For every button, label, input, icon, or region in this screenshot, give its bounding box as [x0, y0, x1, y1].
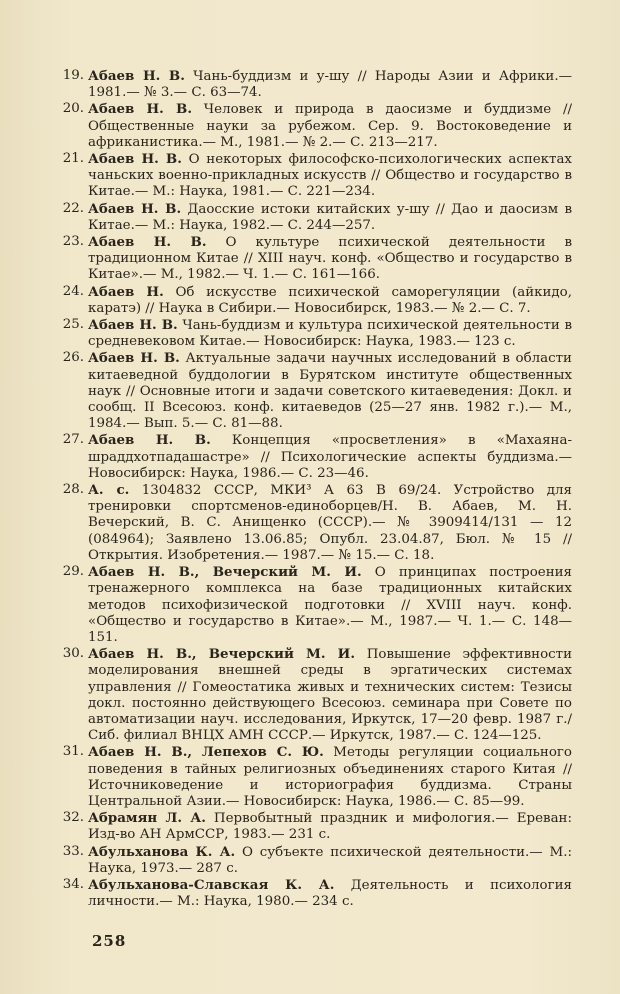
entry-author: Абаев Н. В. [88, 350, 180, 367]
entry-number: 25. [62, 317, 84, 333]
entry-author: Абаев Н. В. [88, 68, 185, 84]
bibliography-entry [62, 876, 572, 910]
entry-text: 1304832 СССР, МКИ³ А 63 В 69/24. Устройство для тренировки спортсменов-единоборцев/Н. В. Абаев, М. Н. Вечерский, В. С. Анищенко (СССР).— № 3909414/131 — 12 (084964); Заявлено 13.06.85; Опубл. 23.04.87, Бюл. № 15 // Открытия. Изобретения.— 1987.— № 15.— С. 18. [88, 483, 573, 563]
bibliography-entry [62, 101, 572, 151]
page-number: 258 [92, 932, 127, 950]
bibliography-entry [62, 810, 572, 843]
entry-text: О субъекте психической деятельности.— М.: Наука, 1973.— 287 с. [88, 844, 572, 876]
bibliography-entry [62, 564, 572, 646]
bibliography-entry [62, 744, 572, 810]
entry-author: Абаев Н. В. [88, 101, 193, 118]
entry-number: 24. [62, 283, 84, 299]
bibliography-list [62, 68, 573, 910]
entry-author: А. с. [88, 482, 130, 499]
entry-text: Повышение эффективности моделирования внешней среды в эргатических системах управления // Гомеостатика живых и технических систем: Тезисы докл. постоянно действующего Всесоюз. семинара при Совете по автоматизации науч. исследования, Иркутск, 17—20 февр. 1987 г./Сиб. филиал ВНЦХ АМН СССР.— Иркутск, 1987.— С. 124—125. [88, 647, 572, 744]
bibliography-entry [62, 843, 572, 877]
entry-text: Методы регуляции социального поведения в тайных религиозных объединениях старого Китая // Источниковедение и историография буддизма. Страны Центральной Азии.— Новосибирск: Наука, 1986.— С. 85—99. [88, 745, 572, 809]
entry-text: Человек и природа в даосизме и буддизме // Общественные науки за рубежом. Сер. 9. Востоковедение и африканистика.— М., 1981.— № 2.— С. 213—217. [88, 102, 572, 150]
bibliography-entry [62, 151, 572, 201]
entry-text: Деятельность и психология личности.— М.: Наука, 1980.— 234 с. [88, 877, 572, 910]
entry-text: Концепция «просветления» в «Махаяна-шраддхотпадашастре» // Психологические аспекты буддизма.— Новосибирск: Наука, 1986.— С. 23—46. [88, 433, 572, 481]
entry-number: 23. [62, 234, 84, 250]
entry-text: Даосские истоки китайских у-шу // Дао и даосизм в Китае.— М.: Наука, 1982.— С. 244—257. [88, 201, 572, 233]
entry-author: Абаев Н. В. [88, 200, 182, 217]
entry-author: Абаев Н. В. [88, 432, 211, 449]
entry-text: Чань-буддизм и культура психической деятельности в средневековом Китае.— Новосибирск: Наука, 1983.— 123 с. [88, 318, 572, 350]
entry-text: О культуре психической деятельности в традиционном Китае // XIII науч. конф. «Общество и государство в Китае».— М., 1982.— Ч. 1.— С. 161—166. [88, 235, 572, 283]
entry-number: 34. [62, 876, 84, 892]
entry-number: 29. [62, 564, 84, 580]
entry-number: 32. [62, 810, 84, 826]
entry-number: 26. [62, 350, 84, 366]
entry-author: Абаев Н. В. [88, 151, 182, 168]
entry-text: О принципах построения тренажерного комплекса на базе традиционных китайских методов психофизической подготовки // XVIII науч. конф. «Общество и государство в Китае».— М., 1987.— Ч. 1.— С. 148—151. [88, 565, 572, 645]
entry-number: 31. [62, 744, 84, 760]
entry-text: Актуальные задачи научных исследований в области китаеведной буддологии в Бурятском институте общественных наук // Основные итоги и задачи советского китаеведения: Докл. и сообщ. II Всесоюз. конф. китаеведов (25—27 янв. 1982 г.).— М., 1984.— Вып. 5.— С. 81—88. [88, 351, 572, 432]
entry-number: 33. [62, 843, 84, 859]
entry-number: 19. [62, 68, 84, 83]
bibliography-entry [62, 234, 572, 284]
entry-number: 30. [62, 646, 84, 662]
entry-text: Об искусстве психической саморегуляции (айкидо, каратэ) // Наука в Сибири.— Новосибирск, 1983.— № 2.— С. 7. [88, 284, 572, 316]
entry-number: 22. [62, 200, 84, 216]
entry-number: 27. [62, 432, 84, 448]
entry-author: Абаев Н. В., Лепехов С. Ю. [88, 744, 324, 761]
entry-text: Первобытный праздник и мифология.— Ереван: Изд-во АН АрмССР, 1983.— 231 с. [88, 811, 572, 843]
bibliography-entry [62, 317, 572, 350]
entry-author: Абаев Н. В., Вечерский М. И. [88, 646, 355, 663]
entry-author: Абаев Н. В., Вечерский М. И. [88, 564, 362, 581]
entry-number: 20. [62, 101, 84, 117]
bibliography-entry [62, 283, 572, 317]
entry-author: Абульханова-Славская К. А. [88, 876, 335, 893]
bibliography-entry [62, 68, 572, 101]
bibliography-entry [62, 432, 572, 482]
bibliography-entry [62, 200, 572, 234]
entry-author: Абрамян Л. А. [88, 810, 206, 827]
entry-number: 28. [62, 482, 84, 498]
entry-author: Абульханова К. А. [88, 843, 236, 860]
entry-author: Абаев Н. В. [88, 234, 207, 251]
bibliography-entry [62, 482, 573, 564]
entry-author: Абаев Н. [88, 283, 164, 300]
bibliography-entry [62, 350, 572, 432]
entry-number: 21. [62, 151, 84, 167]
bibliography-entry [62, 646, 572, 744]
entry-text: Чань-буддизм и у-шу // Народы Азии и Африки.— 1981.— № 3.— С. 63—74. [88, 69, 572, 101]
entry-text: О некоторых философско-психологических аспектах чаньских военно-прикладных искусств // Общество и государство в Китае.— М.: Наука, 1981.— С. 221—234. [88, 152, 572, 200]
entry-author: Абаев Н. В. [88, 317, 178, 334]
